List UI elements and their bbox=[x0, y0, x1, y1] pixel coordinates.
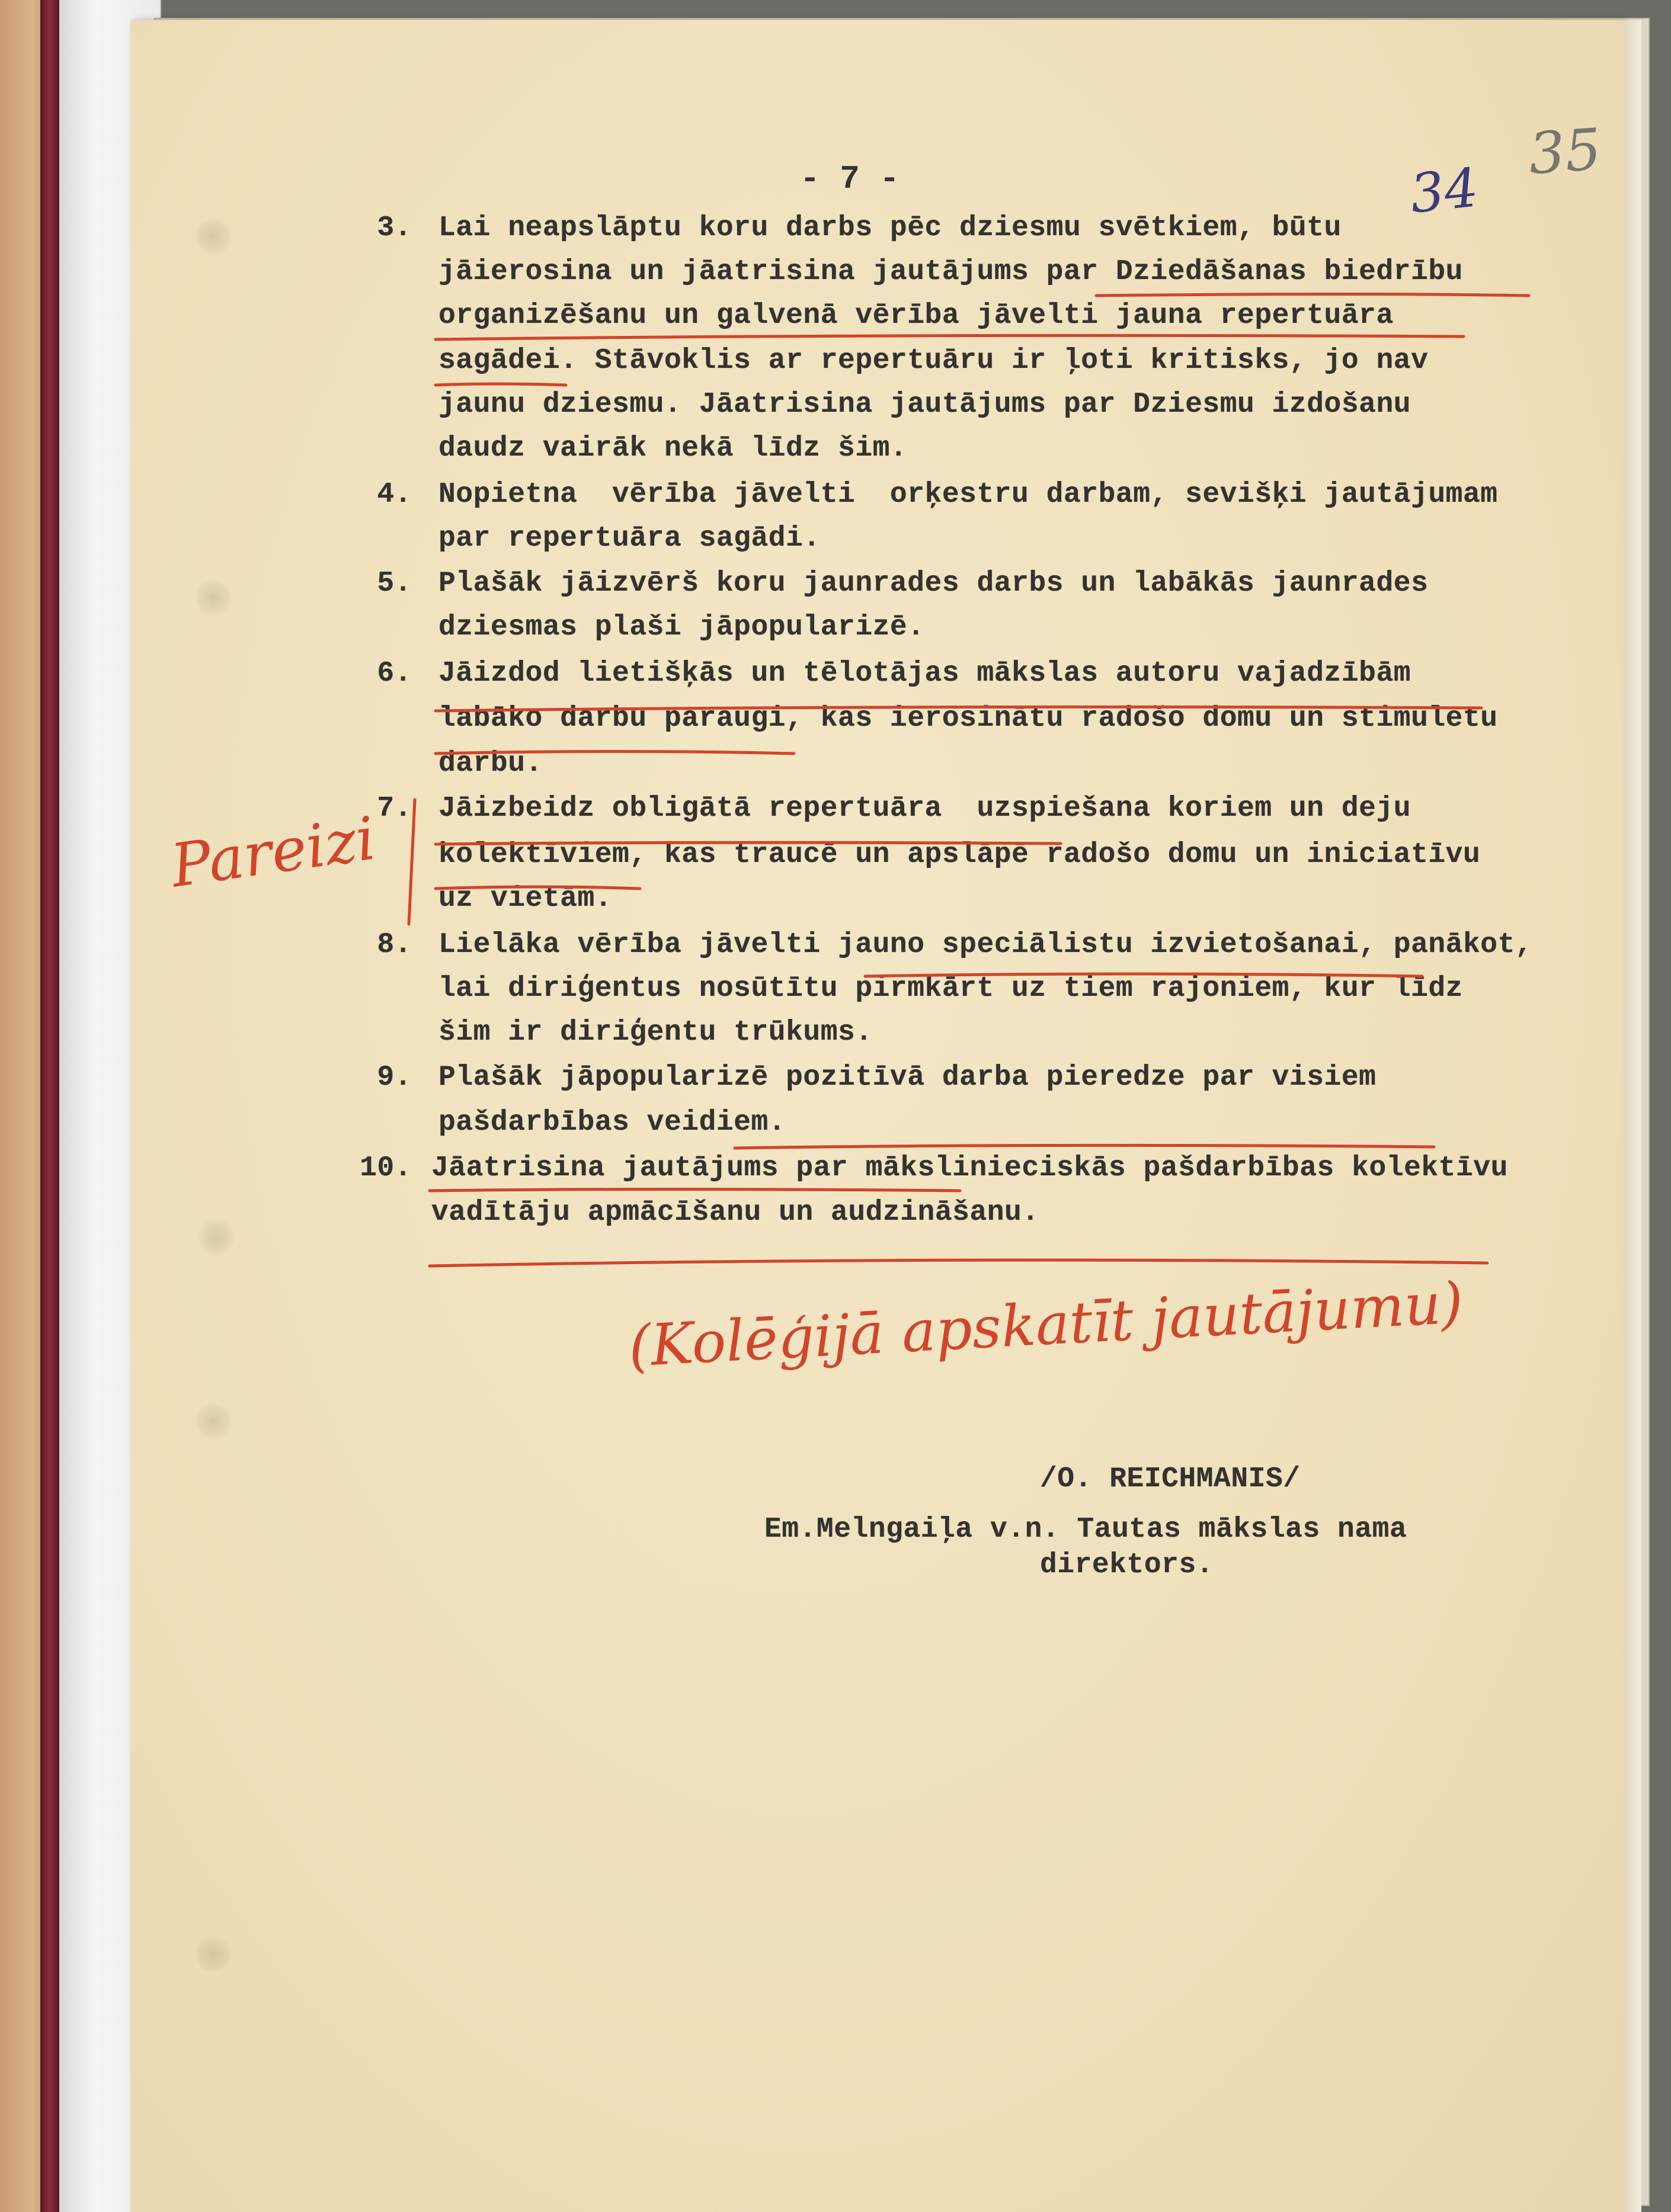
list-item-line: par repertuāra sagādi. bbox=[438, 522, 821, 554]
list-item-line: Jāizdod lietišķās un tēlotājas mākslas autoru vajadzībām bbox=[438, 658, 1411, 690]
list-item-line: Jāatrisina jautājums par mākslinieciskās pašdarbības kolektīvu bbox=[431, 1152, 1508, 1184]
list-item-number: 10. bbox=[360, 1152, 412, 1184]
list-item-line: darbu. bbox=[438, 748, 543, 780]
folio-number-pencil: 35 bbox=[1526, 116, 1603, 188]
list-item-line: dziesmas plaši jāpopularizē. bbox=[438, 611, 925, 643]
list-item-line: kolektīviem, kas traucē un apslāpē radošo domu un iniciatīvu bbox=[438, 839, 1481, 871]
punch-hole bbox=[196, 216, 231, 257]
list-item-line: labāko darbu paraugi, kas ierosinātu radošo domu un stimulētu bbox=[438, 703, 1498, 735]
list-item-line: daudz vairāk nekā līdz šim. bbox=[438, 432, 908, 464]
punch-hole bbox=[196, 1934, 231, 1975]
list-item-line: šim ir diriģentu trūkums. bbox=[438, 1017, 873, 1049]
list-item-line: organizēšanu un galvenā vērība jāvelti jauna repertuāra bbox=[438, 300, 1394, 332]
signature-title-line: Em.Melngaiļa v.n. Tautas mākslas nama bbox=[764, 1514, 1407, 1546]
signature-name: /O. REICHMANIS/ bbox=[1040, 1463, 1301, 1495]
list-item-number: 8. bbox=[377, 929, 412, 961]
punch-hole bbox=[196, 577, 231, 618]
list-item-number: 4. bbox=[377, 479, 412, 511]
page-edge bbox=[1624, 20, 1641, 2212]
list-item-line: Plašāk jāpopularizē pozitīvā darba pieredze par visiem bbox=[438, 1062, 1377, 1094]
folio-number-ink: 34 bbox=[1407, 156, 1481, 226]
list-item-line: pašdarbības veidiem. bbox=[438, 1107, 786, 1139]
margin-note: Pareizi bbox=[167, 803, 380, 901]
list-item-number: 7. bbox=[377, 793, 412, 825]
list-item-line: Jāizbeidz obligātā repertuāra uzspiešana koriem un deju bbox=[438, 793, 1411, 825]
list-item-line: vadītāju apmācīšanu un audzināšanu. bbox=[431, 1197, 1039, 1229]
signature-title-line: direktors. bbox=[1040, 1549, 1214, 1581]
list-item-number: 3. bbox=[377, 212, 412, 244]
list-item-line: Nopietna vērība jāvelti orķestru darbam, sevišķi jautājumam bbox=[438, 479, 1498, 511]
handwritten-note: (Kolēģijā apskatīt jautājumu) bbox=[627, 1270, 1465, 1380]
list-item-line: uz vietām. bbox=[438, 883, 613, 915]
list-item-line: Lai neapslāptu koru darbs pēc dziesmu svētkiem, būtu bbox=[438, 212, 1342, 244]
list-item-line: sagādei. Stāvoklis ar repertuāru ir ļoti kritisks, jo nav bbox=[438, 345, 1429, 377]
binding-spine bbox=[40, 0, 59, 2212]
list-item-number: 9. bbox=[377, 1062, 412, 1094]
list-item-line: Plašāk jāizvērš koru jaunrades darbs un labākās jaunrades bbox=[438, 568, 1429, 600]
list-item-line: jaunu dziesmu. Jāatrisina jautājums par Dziesmu izdošanu bbox=[438, 389, 1411, 421]
page-number: - 7 - bbox=[800, 160, 900, 198]
list-item-number: 6. bbox=[377, 658, 412, 690]
punch-hole bbox=[199, 1217, 234, 1258]
list-item-line: lai diriģentus nosūtītu pirmkārt uz tiem rajoniem, kur līdz bbox=[438, 973, 1463, 1005]
list-item-line: Lielāka vērība jāvelti jauno speciālistu izvietošanai, panākot, bbox=[438, 929, 1533, 961]
list-item-number: 5. bbox=[377, 568, 412, 600]
list-item-line: jāierosina un jāatrisina jautājums par Dziedāšanas biedrību bbox=[438, 256, 1463, 288]
punch-hole bbox=[196, 1400, 231, 1442]
